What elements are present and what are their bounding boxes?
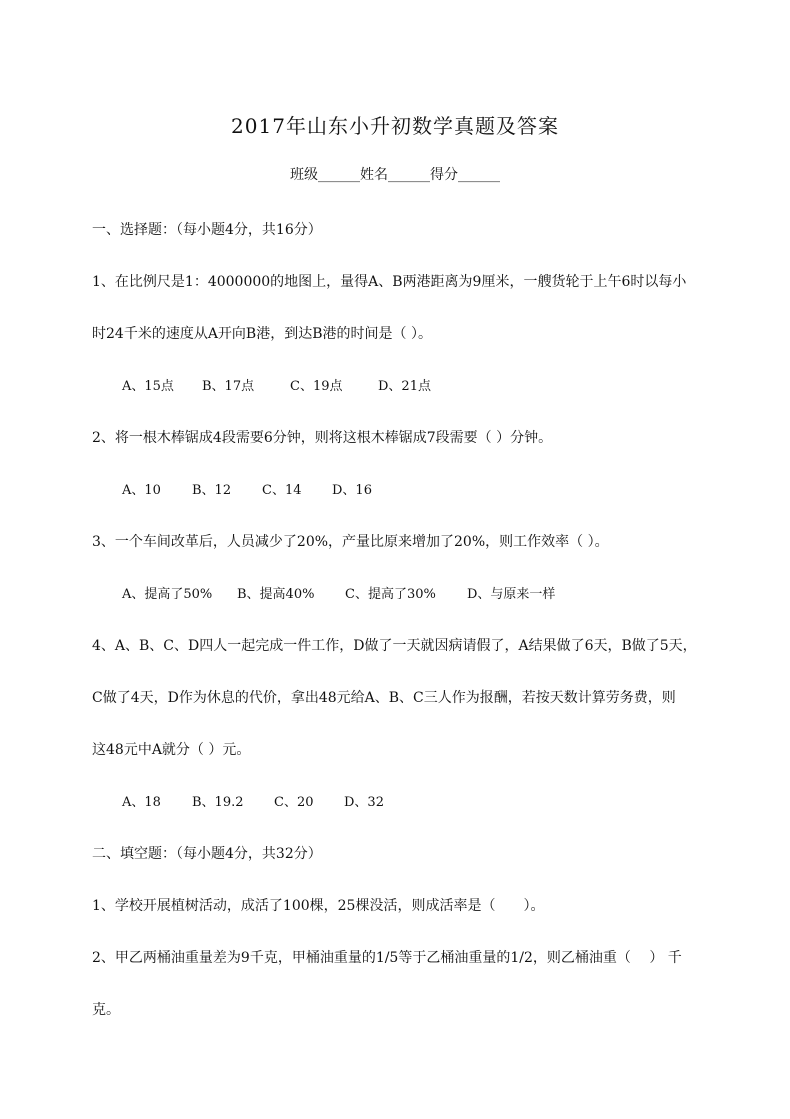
option-b: B、提高40%: [237, 587, 315, 602]
option-b: B、17点: [202, 379, 255, 394]
question-2-options: [122, 479, 372, 498]
option-c: C、提高了30%: [345, 587, 436, 602]
option-a: A、10: [122, 483, 161, 498]
option-d: D、32: [344, 795, 384, 810]
question-4-line-2: C做了4天，D作为休息的代价，拿出48元给A、B、C三人作为报酬，若按天数计算劳务费，则: [92, 690, 676, 706]
question-1-options: [122, 375, 431, 394]
section-heading-fill: 二、填空题：（每小题4分，共32分）: [92, 846, 322, 862]
option-a: A、15点: [122, 379, 174, 394]
page-title: 2017年山东小升初数学真题及答案: [231, 114, 559, 138]
option-c: C、14: [262, 483, 302, 498]
option-a: A、18: [122, 795, 161, 810]
option-a: A、提高了50%: [122, 587, 213, 602]
option-d: D、21点: [378, 379, 431, 394]
question-4-options: [122, 791, 384, 810]
option-b: B、12: [192, 483, 232, 498]
question-3-line-1: 3、一个车间改革后，人员减少了20%，产量比原来增加了20%，则工作效率（ ）。: [92, 534, 609, 550]
section-heading-choice: 一、选择题：（每小题4分，共16分）: [92, 222, 322, 238]
option-b: B、19.2: [192, 795, 244, 810]
question-4-line-3: 这48元中A就分（ ）元。: [92, 742, 251, 758]
question-4-line-1: 4、A、B、C、D四人一起完成一件工作，D做了一天就因病请假了，A结果做了6天，B做了5天，: [92, 638, 697, 654]
question-2-line-1: 2、将一根木棒锯成4段需要6分钟，则将这根木棒锯成7段需要（ ）分钟。: [92, 430, 553, 446]
fill-question-2-line-2: 克。: [92, 1002, 120, 1018]
option-c: C、20: [274, 795, 314, 810]
student-info-line: 班级______姓名______得分______: [290, 167, 500, 183]
question-3-options: [122, 583, 555, 602]
option-d: D、与原来一样: [467, 587, 556, 602]
question-1-line-2: 时24千米的速度从A开向B港，到达B港的时间是（ ）。: [92, 326, 432, 342]
fill-question-2-line-1: 2、甲乙两桶油重量差为9千克，甲桶油重量的1/5等于乙桶油重量的1/2，则乙桶油重（ ） 千: [92, 950, 682, 966]
question-1-line-1: 1、在比例尺是1：4000000的地图上，量得A、B两港距离为9厘米，一艘货轮于上午6时以每小: [92, 274, 687, 290]
option-d: D、16: [332, 483, 372, 498]
option-c: C、19点: [290, 379, 343, 394]
fill-question-1: 1、学校开展植树活动，成活了100棵，25棵没活，则成活率是（ ）。: [92, 898, 545, 914]
